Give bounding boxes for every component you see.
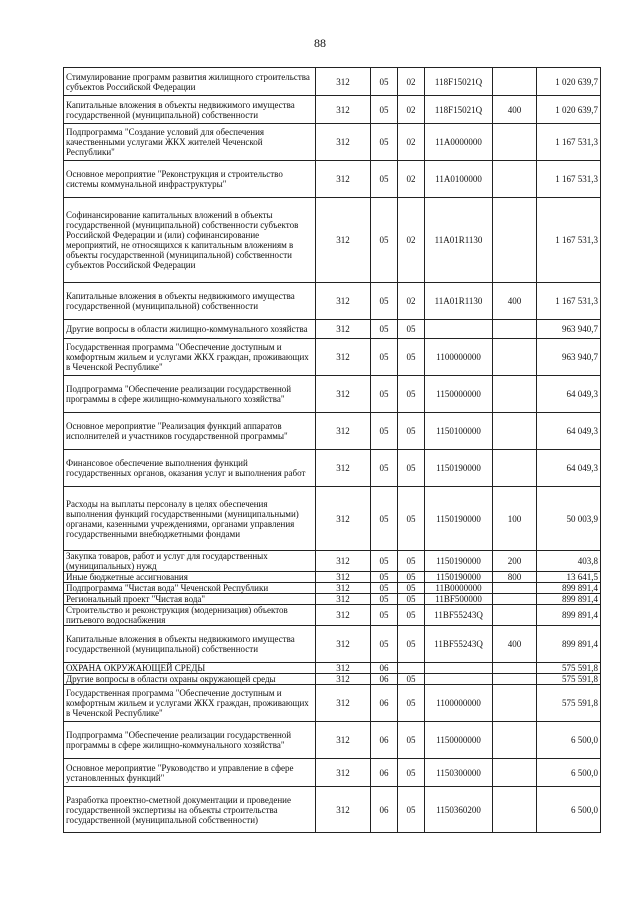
table-row — [64, 594, 601, 605]
table-row — [64, 487, 601, 551]
amount: 13 641,5 — [537, 572, 601, 583]
expense-name: Разработка проектно-сметной документации и проведение государственной экспертизы на объекты строительства государственной (муниципальной собственности) — [64, 787, 316, 833]
target-article-code — [425, 674, 493, 685]
expense-type-code — [493, 594, 537, 605]
target-article-code: 11ВF55243Q — [425, 605, 493, 626]
target-article-code: 1150190000 — [425, 487, 493, 551]
expense-type-code — [493, 198, 537, 283]
target-article-code: 11А0100000 — [425, 161, 493, 198]
target-article-code: 1150000000 — [425, 722, 493, 759]
subsection-code: 05 — [398, 759, 425, 787]
expense-type-code — [493, 605, 537, 626]
expense-name: Подпрограмма "Обеспечение реализации государственной программы в сфере жилищно-коммунального хозяйства" — [64, 722, 316, 759]
subsection-code: 05 — [398, 685, 425, 722]
amount: 1 167 531,3 — [537, 283, 601, 320]
expense-type-code: 800 — [493, 572, 537, 583]
target-article-code: 11В0000000 — [425, 583, 493, 594]
expense-type-code — [493, 413, 537, 450]
table-row — [64, 551, 601, 572]
expense-type-code: 400 — [493, 96, 537, 124]
amount: 1 167 531,3 — [537, 124, 601, 161]
target-article-code: 11А0000000 — [425, 124, 493, 161]
expense-type-code: 400 — [493, 283, 537, 320]
subsection-code: 05 — [398, 594, 425, 605]
section-code: 06 — [371, 759, 398, 787]
expense-type-code — [493, 161, 537, 198]
subsection-code: 05 — [398, 787, 425, 833]
expense-name: Закупка товаров, работ и услуг для государственных (муниципальных) нужд — [64, 551, 316, 572]
subsection-code: 05 — [398, 674, 425, 685]
table-row — [64, 283, 601, 320]
target-article-code — [425, 320, 493, 339]
target-article-code: 1150000000 — [425, 376, 493, 413]
amount: 963 940,7 — [537, 320, 601, 339]
target-article-code: 11А01R1130 — [425, 283, 493, 320]
expense-type-code — [493, 583, 537, 594]
target-article-code: 1150300000 — [425, 759, 493, 787]
table-row — [64, 722, 601, 759]
expense-name: Основное мероприятие "Руководство и управление в сфере установленных функций" — [64, 759, 316, 787]
amount: 64 049,3 — [537, 450, 601, 487]
ministry-code: 312 — [316, 487, 371, 551]
ministry-code: 312 — [316, 551, 371, 572]
table-row — [64, 450, 601, 487]
table-row — [64, 413, 601, 450]
section-code: 06 — [371, 685, 398, 722]
ministry-code: 312 — [316, 572, 371, 583]
target-article-code: 1150360200 — [425, 787, 493, 833]
section-code: 06 — [371, 722, 398, 759]
section-code: 06 — [371, 663, 398, 674]
table-row — [64, 124, 601, 161]
amount: 575 591,8 — [537, 663, 601, 674]
target-article-code: 1150190000 — [425, 450, 493, 487]
section-code: 05 — [371, 320, 398, 339]
expense-type-code — [493, 787, 537, 833]
budget-table — [63, 67, 601, 833]
expense-name: Капитальные вложения в объекты недвижимого имущества государственной (муниципальной) собственности — [64, 283, 316, 320]
section-code: 05 — [371, 283, 398, 320]
section-code: 06 — [371, 787, 398, 833]
subsection-code: 02 — [398, 161, 425, 198]
amount: 1 020 639,7 — [537, 68, 601, 96]
amount: 899 891,4 — [537, 626, 601, 663]
expense-type-code — [493, 759, 537, 787]
section-code: 05 — [371, 96, 398, 124]
expense-type-code: 400 — [493, 626, 537, 663]
amount: 64 049,3 — [537, 376, 601, 413]
target-article-code: 1100000000 — [425, 339, 493, 376]
amount: 1 020 639,7 — [537, 96, 601, 124]
expense-name: Стимулирование программ развития жилищного строительства субъектов Российской Федерации — [64, 68, 316, 96]
expense-name: Подпрограмма "Обеспечение реализации государственной программы в сфере жилищно-коммунального хозяйства" — [64, 376, 316, 413]
expense-name: Финансовое обеспечение выполнения функций государственных органов, оказания услуг и выполнения работ — [64, 450, 316, 487]
expense-type-code — [493, 376, 537, 413]
target-article-code: 1150190000 — [425, 551, 493, 572]
amount: 899 891,4 — [537, 594, 601, 605]
target-article-code — [425, 663, 493, 674]
table-row — [64, 663, 601, 674]
amount: 64 049,3 — [537, 413, 601, 450]
expense-name: Расходы на выплаты персоналу в целях обеспечения выполнения функций государственными (муниципальными) органами, казенными учреждениями, органами управления государственными внебюджетными фондами — [64, 487, 316, 551]
table-row — [64, 626, 601, 663]
ministry-code: 312 — [316, 96, 371, 124]
section-code: 05 — [371, 450, 398, 487]
expense-type-code — [493, 124, 537, 161]
ministry-code: 312 — [316, 376, 371, 413]
section-code: 05 — [371, 68, 398, 96]
ministry-code: 312 — [316, 124, 371, 161]
amount: 6 500,0 — [537, 722, 601, 759]
amount: 50 003,9 — [537, 487, 601, 551]
subsection-code: 02 — [398, 68, 425, 96]
amount: 403,8 — [537, 551, 601, 572]
expense-name: ОХРАНА ОКРУЖАЮЩЕЙ СРЕДЫ — [64, 663, 316, 674]
expense-type-code — [493, 320, 537, 339]
expense-name: Капитальные вложения в объекты недвижимого имущества государственной (муниципальной) собственности — [64, 96, 316, 124]
table-row — [64, 685, 601, 722]
table-row — [64, 759, 601, 787]
ministry-code: 312 — [316, 161, 371, 198]
amount: 6 500,0 — [537, 759, 601, 787]
amount: 575 591,8 — [537, 685, 601, 722]
ministry-code: 312 — [316, 339, 371, 376]
table-row — [64, 787, 601, 833]
table-row — [64, 605, 601, 626]
ministry-code: 312 — [316, 413, 371, 450]
ministry-code: 312 — [316, 594, 371, 605]
subsection-code: 05 — [398, 413, 425, 450]
subsection-code: 05 — [398, 626, 425, 663]
subsection-code: 05 — [398, 605, 425, 626]
subsection-code: 02 — [398, 124, 425, 161]
section-code: 05 — [371, 605, 398, 626]
subsection-code: 05 — [398, 339, 425, 376]
subsection-code: 05 — [398, 450, 425, 487]
section-code: 05 — [371, 339, 398, 376]
ministry-code: 312 — [316, 583, 371, 594]
expense-name: Капитальные вложения в объекты недвижимого имущества государственной (муниципальной) собственности — [64, 626, 316, 663]
ministry-code: 312 — [316, 663, 371, 674]
section-code: 05 — [371, 124, 398, 161]
amount: 1 167 531,3 — [537, 198, 601, 283]
amount: 6 500,0 — [537, 787, 601, 833]
amount: 899 891,4 — [537, 605, 601, 626]
subsection-code: 05 — [398, 583, 425, 594]
expense-type-code — [493, 685, 537, 722]
target-article-code: 118F15021Q — [425, 68, 493, 96]
section-code: 05 — [371, 413, 398, 450]
section-code: 05 — [371, 198, 398, 283]
expense-type-code — [493, 674, 537, 685]
subsection-code: 05 — [398, 320, 425, 339]
expense-name: Региональный проект "Чистая вода" — [64, 594, 316, 605]
subsection-code: 05 — [398, 722, 425, 759]
page-number: 88 — [314, 36, 326, 50]
amount: 899 891,4 — [537, 583, 601, 594]
expense-name: Другие вопросы в области жилищно-коммунального хозяйства — [64, 320, 316, 339]
expense-name: Другие вопросы в области охраны окружающей среды — [64, 674, 316, 685]
expense-name: Основное мероприятие "Реализация функций аппаратов исполнителей и участников государственной программы" — [64, 413, 316, 450]
subsection-code: 05 — [398, 551, 425, 572]
expense-type-code — [493, 663, 537, 674]
expense-name: Государственная программа "Обеспечение доступным и комфортным жильем и услугами ЖКХ граждан, проживающих в Чеченской Республике" — [64, 685, 316, 722]
table-row — [64, 572, 601, 583]
amount: 963 940,7 — [537, 339, 601, 376]
table-row — [64, 161, 601, 198]
section-code: 05 — [371, 572, 398, 583]
expense-type-code: 200 — [493, 551, 537, 572]
target-article-code: 11А01R1130 — [425, 198, 493, 283]
ministry-code: 312 — [316, 759, 371, 787]
table-row — [64, 96, 601, 124]
ministry-code: 312 — [316, 320, 371, 339]
subsection-code: 02 — [398, 198, 425, 283]
expense-type-code — [493, 450, 537, 487]
amount: 1 167 531,3 — [537, 161, 601, 198]
table-row — [64, 583, 601, 594]
expense-name: Строительство и реконструкция (модернизация) объектов питьевого водоснабжения — [64, 605, 316, 626]
expense-type-code: 100 — [493, 487, 537, 551]
ministry-code: 312 — [316, 685, 371, 722]
ministry-code: 312 — [316, 722, 371, 759]
ministry-code: 312 — [316, 198, 371, 283]
section-code: 05 — [371, 551, 398, 572]
subsection-code: 05 — [398, 376, 425, 413]
amount: 575 591,8 — [537, 674, 601, 685]
subsection-code: 02 — [398, 283, 425, 320]
ministry-code: 312 — [316, 605, 371, 626]
table-row — [64, 376, 601, 413]
ministry-code: 312 — [316, 787, 371, 833]
expense-name: Подпрограмма "Создание условий для обеспечения качественными услугами ЖКХ жителей Чеченской Республики" — [64, 124, 316, 161]
expense-type-code — [493, 339, 537, 376]
subsection-code: 05 — [398, 572, 425, 583]
ministry-code: 312 — [316, 283, 371, 320]
section-code: 05 — [371, 161, 398, 198]
expense-type-code — [493, 722, 537, 759]
ministry-code: 312 — [316, 450, 371, 487]
section-code: 05 — [371, 376, 398, 413]
table-row — [64, 320, 601, 339]
section-code: 05 — [371, 583, 398, 594]
section-code: 05 — [371, 626, 398, 663]
expense-name: Государственная программа "Обеспечение доступным и комфортным жильем и услугами ЖКХ граждан, проживающих в Чеченской Республике" — [64, 339, 316, 376]
subsection-code: 02 — [398, 96, 425, 124]
table-row — [64, 674, 601, 685]
expense-name: Софинансирование капитальных вложений в объекты государственной (муниципальной) собственности субъектов Российской Федерации и (или) софинансирование мероприятий, не относящихся к капитальным вложениям в объекты государственной (муниципальной) собственности субъектов Российской Федерации — [64, 198, 316, 283]
ministry-code: 312 — [316, 68, 371, 96]
subsection-code — [398, 663, 425, 674]
target-article-code: 118F15021Q — [425, 96, 493, 124]
target-article-code: 1150190000 — [425, 572, 493, 583]
section-code: 05 — [371, 594, 398, 605]
expense-name: Иные бюджетные ассигнования — [64, 572, 316, 583]
table-row — [64, 198, 601, 283]
target-article-code: 11ВF55243Q — [425, 626, 493, 663]
target-article-code: 1100000000 — [425, 685, 493, 722]
expense-name: Подпрограмма "Чистая вода" Чеченской Республики — [64, 583, 316, 594]
section-code: 06 — [371, 674, 398, 685]
table-row — [64, 68, 601, 96]
expense-name: Основное мероприятие "Реконструкция и строительство системы коммунальной инфраструктуры" — [64, 161, 316, 198]
target-article-code: 11ВF500000 — [425, 594, 493, 605]
section-code: 05 — [371, 487, 398, 551]
expense-type-code — [493, 68, 537, 96]
ministry-code: 312 — [316, 674, 371, 685]
subsection-code: 05 — [398, 487, 425, 551]
target-article-code: 1150100000 — [425, 413, 493, 450]
ministry-code: 312 — [316, 626, 371, 663]
table-row — [64, 339, 601, 376]
